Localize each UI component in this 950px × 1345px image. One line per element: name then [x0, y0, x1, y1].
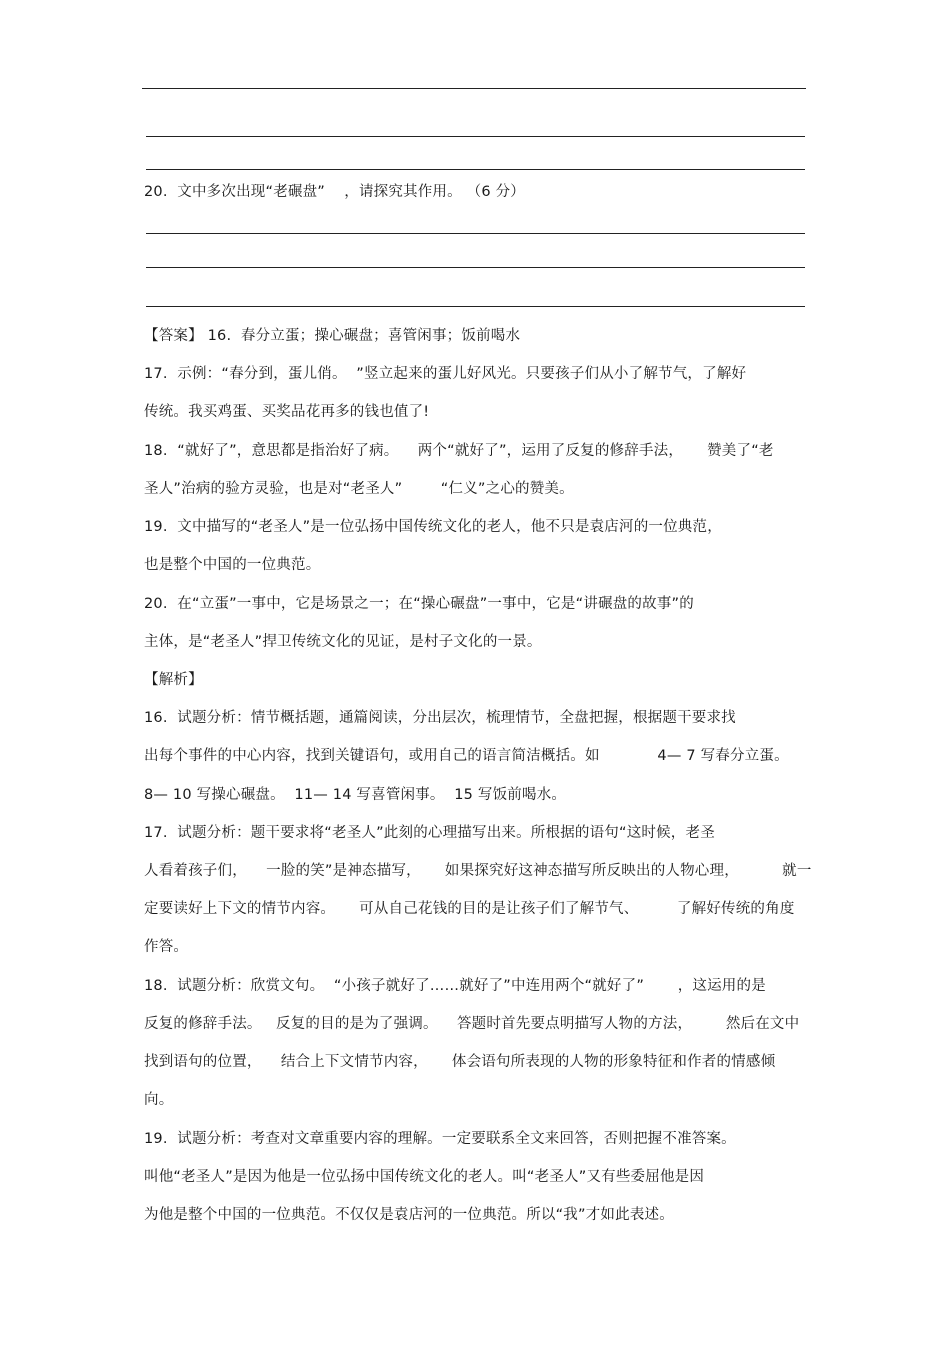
answer-line: [146, 233, 805, 234]
analysis-line: 8— 10 写操心碾盘。 11— 14 写喜管闲事。 15 写饭前喝水。: [144, 787, 567, 803]
question-20: 20. 文中多次出现“老碾盘” ，请探究其作用。 （6 分）: [144, 184, 525, 200]
analysis-line: 为他是整个中国的一位典范。不仅仅是袁店河的一位典范。所以“我”才如此表述。: [144, 1207, 674, 1223]
answer-line: [146, 306, 805, 307]
answer-line-text: 主体，是“老圣人”捍卫传统文化的见证，是村子文化的一景。: [144, 634, 542, 650]
answer-line-text: 传统。我买鸡蛋、买奖品花再多的钱也值了!: [144, 404, 430, 420]
answer-line-top: [142, 88, 806, 89]
answer-line: [146, 169, 805, 170]
analysis-line: 出每个事件的中心内容，找到关键语句，或用自己的语言简洁概括。如 4— 7 写春分立蛋。: [144, 748, 789, 764]
analysis-line: 找到语句的位置， 结合上下文情节内容， 体会语句所表现的人物的形象特征和作者的情感倾: [144, 1054, 776, 1070]
answer-line-text: 18. “就好了”，意思都是指治好了病。 两个“就好了”，运用了反复的修辞手法， 赞美了“老: [144, 443, 774, 459]
answer-line: [146, 267, 805, 268]
analysis-line: 人看着孩子们， 一脸的笑”是神态描写， 如果探究好这神态描写所反映出的人物心理， 就一: [144, 863, 812, 879]
answer-line-text: 17. 示例：“春分到，蛋儿俏。 ”竖立起来的蛋儿好风光。只要孩子们从小了解节气，了解好: [144, 366, 747, 382]
analysis-line: 向。: [144, 1092, 174, 1108]
analysis-line: 反复的修辞手法。 反复的目的是为了强调。 答题时首先要点明描写人物的方法， 然后在文中: [144, 1016, 800, 1032]
analysis-line: 叫他“老圣人”是因为他是一位弘扬中国传统文化的老人。叫“老圣人”又有些委屈他是因: [144, 1169, 705, 1185]
analysis-line: 19. 试题分析：考查对文章重要内容的理解。一定要联系全文来回答，否则把握不准答案。: [144, 1131, 736, 1147]
answer-line-text: 也是整个中国的一位典范。: [144, 557, 321, 573]
analysis-line: 16. 试题分析：情节概括题，通篇阅读，分出层次，梳理情节，全盘把握，根据题干要求找: [144, 710, 736, 726]
answer-heading-line: 【答案】 16. 春分立蛋；操心碾盘；喜管闲事；饭前喝水: [144, 328, 521, 344]
analysis-line: 18. 试题分析：欣赏文句。 “小孩子就好了……就好了”中连用两个“就好了” ，这运用的是: [144, 978, 766, 994]
answer-line-text: 圣人”治病的验方灵验，也是对“老圣人” “仁义”之心的赞美。: [144, 481, 574, 497]
analysis-line: 定要读好上下文的情节内容。 可从自己花钱的目的是让孩子们了解节气、 了解好传统的角度: [144, 901, 795, 917]
analysis-line: 作答。: [144, 939, 189, 955]
answer-line-text: 19. 文中描写的“老圣人”是一位弘扬中国传统文化的老人，他不只是袁店河的一位典范，: [144, 519, 722, 535]
analysis-heading: 【解析】: [144, 672, 203, 688]
answer-line: [146, 136, 805, 137]
answer-line-text: 20. 在“立蛋”一事中，它是场景之一；在“操心碾盘”一事中，它是“讲碾盘的故事”的: [144, 596, 694, 612]
analysis-line: 17. 试题分析：题干要求将“老圣人”此刻的心理描写出来。所根据的语句“这时候，老圣: [144, 825, 715, 841]
